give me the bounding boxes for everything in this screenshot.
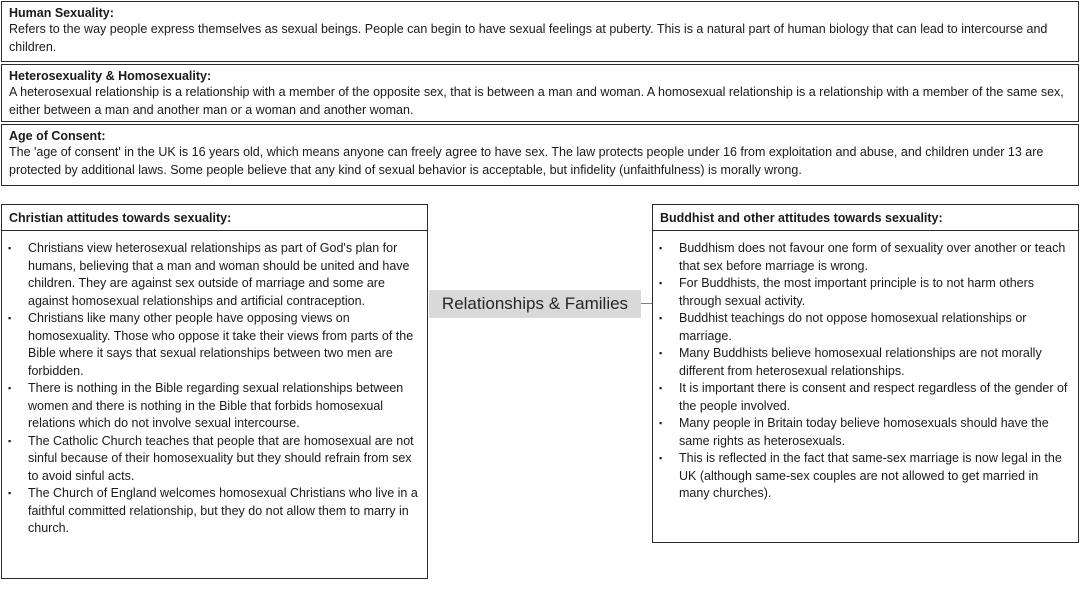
list-item: ▪ The Catholic Church teaches that people that are homosexual are not sinful because of their homosexuality but they should refrain from sex to avoid sinful acts. — [8, 433, 414, 483]
definition-hetero-homosexuality — [1, 64, 1079, 122]
bullet-icon: ▪ — [659, 313, 663, 323]
list-item: ▪ Buddhism does not favour one form of sexuality over another or teach that sex before marriage is wrong. — [659, 241, 1066, 273]
list-item: ▪ The Church of England welcomes homosexual Christians who live in a faithful committed relationship, but they do not allow them to marry in church. — [8, 486, 418, 535]
definition-human-sexuality — [1, 1, 1079, 62]
bullet-icon: ▪ — [659, 243, 663, 253]
bullet-icon: ▪ — [659, 418, 663, 428]
bullet-icon: ▪ — [659, 453, 663, 463]
definition-title: Human Sexuality: — [9, 6, 114, 20]
list-item: ▪ Christians like many other people have opposing views on homosexuality. Those who oppose it take their views from parts of the Bible where it says that sexual relationships between two men are forbidden. — [8, 311, 414, 378]
list-item: ▪ There is nothing in the Bible regarding sexual relationships between women and there is nothing in the Bible that forbids homosexual relations which do not involve sexual intercourse. — [8, 381, 404, 430]
definition-text: A heterosexual relationship is a relationship with a member of the opposite sex, that is between a man and woman. A homosexual relationship is a relationship with a member of the same sex, either between a man and another man or a woman and another woman. — [9, 85, 1064, 117]
bullet-icon: ▪ — [659, 278, 663, 288]
bullet-icon: ▪ — [8, 488, 12, 498]
list-item: ▪ For Buddhists, the most important principle is to not harm others through sexual activity. — [659, 276, 1035, 308]
definition-age-of-consent — [1, 124, 1079, 186]
list-item: ▪ Buddhist teachings do not oppose homosexual relationships or marriage. — [659, 311, 1027, 343]
bullet-icon: ▪ — [659, 383, 663, 393]
bullet-icon: ▪ — [659, 348, 663, 358]
bullet-icon: ▪ — [8, 383, 12, 393]
buddhist-attitudes-panel — [652, 204, 1079, 543]
christian-panel-title: Christian attitudes towards sexuality: — [2, 205, 427, 231]
bullet-icon: ▪ — [8, 243, 12, 253]
list-item: ▪ It is important there is consent and respect regardless of the gender of the people involved. — [659, 381, 1068, 413]
connector-line-right — [641, 303, 652, 304]
definition-text: The 'age of consent' in the UK is 16 years old, which means anyone can freely agree to have sex. The law protects people under 16 from exploitation and abuse, and children under 13 are protected by additional laws. Some people believe that any kind of sexual behavior is acceptable, but infidelity (unfaithfulness) is morally wrong. — [9, 145, 1044, 177]
buddhist-list — [653, 231, 1078, 503]
buddhist-panel-title: Buddhist and other attitudes towards sexuality: — [653, 205, 1078, 231]
list-item: ▪ Christians view heterosexual relationships as part of God's plan for humans, believing that a man and woman should be united and have children. They are against sex outside of marriage and some are against homosexual relationships and artificial contraception. — [8, 241, 410, 308]
definition-title: Heterosexuality & Homosexuality: — [9, 69, 212, 83]
christian-list — [2, 231, 427, 538]
list-item: ▪ Many Buddhists believe homosexual relationships are not morally different from heterosexual relationships. — [659, 346, 1042, 378]
bullet-icon: ▪ — [8, 313, 12, 323]
christian-attitudes-panel — [1, 204, 428, 579]
center-topic-label: Relationships & Families — [429, 290, 641, 318]
list-item: ▪ This is reflected in the fact that same-sex marriage is now legal in the UK (although same-sex couples are not allowed to get married in many churches). — [659, 451, 1062, 500]
definition-text: Refers to the way people express themselves as sexual beings. People can begin to have sexual feelings at puberty. This is a natural part of human biology that can lead to intercourse and children. — [9, 22, 1048, 54]
bullet-icon: ▪ — [8, 435, 12, 446]
definition-title: Age of Consent: — [9, 129, 106, 143]
list-item: ▪ Many people in Britain today believe homosexuals should have the same rights as heterosexuals. — [659, 416, 1049, 448]
